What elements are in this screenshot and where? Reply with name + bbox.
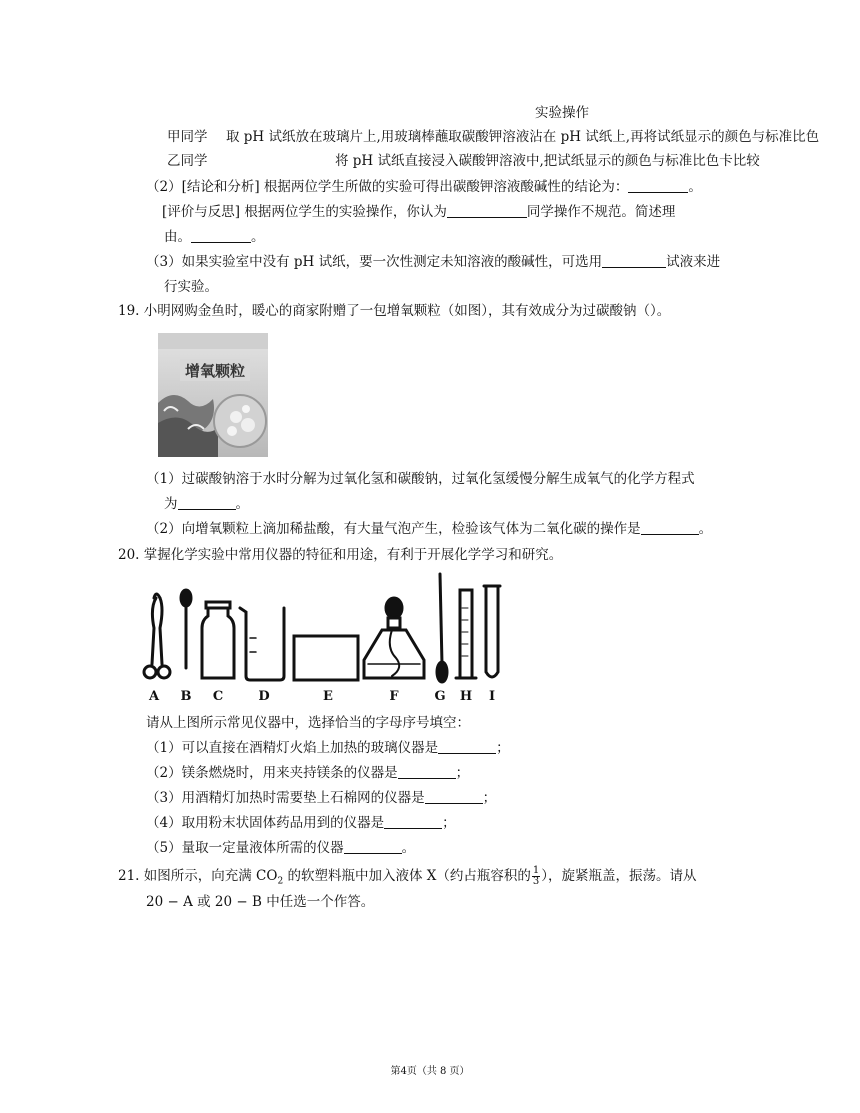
fraction-one-third: $\frac{1}{3}$ [532, 865, 540, 887]
q20-item-3: （3）用酒精灯加热时需要垫上石棉网的仪器是 ； [146, 790, 497, 806]
apparatus-letter: A [148, 689, 160, 704]
q20-item-2: （2）镁条燃烧时，用来夹持镁条的仪器是 ； [146, 765, 470, 781]
answer-blank[interactable] [398, 764, 456, 779]
answer-blank[interactable] [438, 739, 496, 754]
q21-stem: 21. 如图所示，向充满 $CO_2$ 的软塑料瓶中加入液体 X（约占瓶容积的 $\frac{1}{3}$ ），旋紧瓶盖，振荡。请从 [118, 865, 697, 887]
q20-item-5: （5）量取一定量液体所需的仪器 。 [146, 840, 416, 856]
answer-blank[interactable] [191, 228, 251, 243]
answer-blank[interactable] [602, 253, 666, 268]
q19-part1: （1）过碳酸钠溶于水时分解为过氧化氢和碳酸钠，过氧化氢缓慢分解生成氧气的化学方程式 [146, 471, 695, 487]
apparatus-letter: B [180, 689, 192, 704]
medicine-spoon-icon [437, 574, 447, 682]
table-row-2-name: 乙同学 [167, 153, 208, 169]
graduated-cylinder-icon [456, 590, 476, 678]
apparatus-letter: E [323, 689, 333, 704]
reagent-bottle-icon [202, 602, 234, 678]
table-row-1-name: 甲同学 [167, 129, 208, 145]
q18-part2-reason: 由。 。 [164, 229, 265, 245]
answer-blank[interactable] [344, 839, 402, 854]
q18-part2-conclusion: （2）[结论和分析] 根据两位学生所做的实验可得出碳酸钾溶液酸碱性的结论为： 。 [146, 179, 702, 195]
crucible-tongs-icon [144, 594, 170, 678]
table-row-1-operation: 取 pH 试纸放在玻璃片上,用玻璃棒蘸取碳酸钾溶液沾在 pH 试纸上,再将试纸显示的颜色与标准比色 [226, 129, 820, 145]
answer-blank[interactable] [628, 178, 688, 193]
apparatus-letter: C [212, 689, 224, 704]
test-tube-icon [484, 586, 500, 677]
oxygen-granule-package-image [158, 333, 268, 457]
glass-plate-icon [294, 636, 358, 680]
q19-stem: 19. 小明网购金鱼时，暖心的商家附赠了一包增氧颗粒（如图），其有效成分为过碳酸钠（）。 [118, 303, 671, 319]
answer-blank[interactable] [384, 814, 442, 829]
answer-blank[interactable] [447, 203, 527, 218]
package-label: 增氧颗粒 [184, 362, 246, 380]
beaker-icon [240, 608, 284, 680]
apparatus-letter: D [258, 689, 270, 704]
q18-part3-cont: 行实验。 [164, 279, 218, 295]
q20-stem: 20. 掌握化学实验中常用仪器的特征和用途，有利于开展化学学习和研究。 [118, 547, 563, 563]
apparatus-letter: H [459, 689, 473, 704]
q21-stem-cont: 20 − A 或 20 − B 中任选一个作答。 [146, 894, 375, 910]
lab-apparatus-figure [142, 568, 522, 708]
q18-part3: （3）如果实验室中没有 pH 试纸，要一次性测定未知溶液的酸碱性，可选用 试液来进 [146, 254, 721, 270]
apparatus-letter: F [389, 689, 399, 704]
answer-blank[interactable] [641, 520, 699, 535]
q18-part2-evaluation: [评价与反思] 根据两位学生的实验操作，你认为 同学操作不规范。简述理 [162, 204, 676, 220]
dropper-icon [181, 590, 191, 668]
table-row-2-operation: 将 pH 试纸直接浸入碳酸钾溶液中,把试纸显示的颜色与标准比色卡比较 [335, 153, 760, 169]
q20-intro: 请从上图所示常见仪器中，选择恰当的字母序号填空： [146, 715, 470, 731]
q19-part1-cont: 为 。 [164, 496, 249, 512]
apparatus-letter: G [434, 689, 446, 704]
q20-item-4: （4）取用粉末状固体药品用到的仪器是 ； [146, 815, 456, 831]
q19-part2: （2）向增氧颗粒上滴加稀盐酸，有大量气泡产生，检验该气体为二氧化碳的操作是 。 [146, 521, 713, 537]
apparatus-letter: I [488, 689, 496, 704]
answer-blank[interactable] [425, 789, 483, 804]
q20-item-1: （1）可以直接在酒精灯火焰上加热的玻璃仪器是 ； [146, 740, 510, 756]
answer-blank[interactable] [178, 495, 236, 510]
alcohol-lamp-icon [364, 598, 424, 678]
page-footer: 第4页（共 8 页） [390, 1066, 470, 1077]
table-header: 实验操作 [535, 105, 589, 121]
